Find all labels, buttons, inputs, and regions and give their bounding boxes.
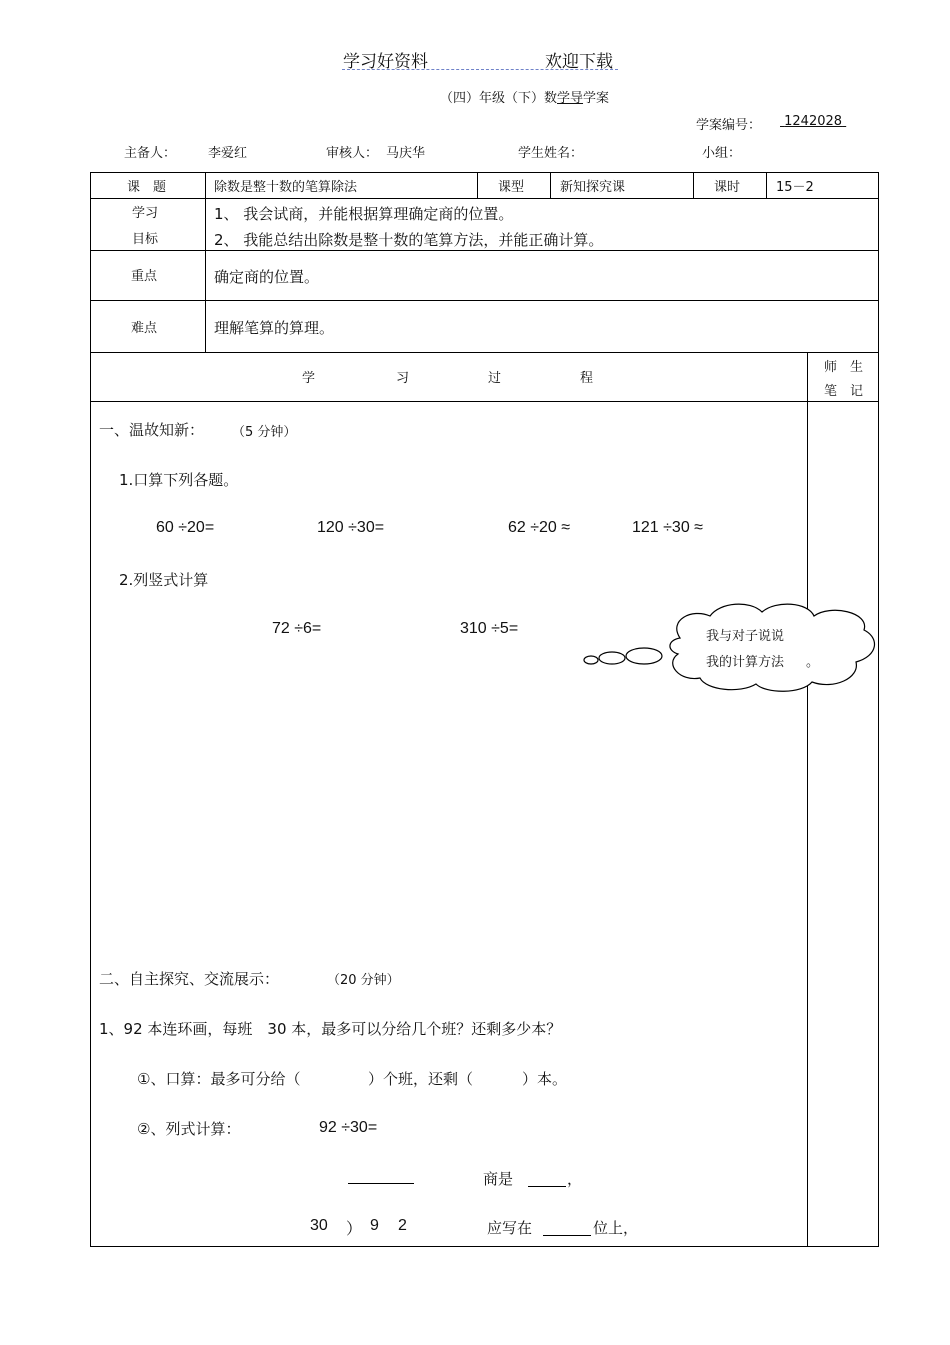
student-name-label: 学生姓名：: [518, 146, 584, 161]
vertical-expr-2: 310 ÷5=: [460, 620, 519, 637]
goal-item-1: 1、 我会试商，并能根据算理确定商的位置。: [214, 205, 514, 223]
notes-label-line2: 笔 记: [824, 384, 864, 399]
mental-expr-3: 62 ÷20 ≈: [508, 519, 571, 536]
dividend-digit-2: 2: [398, 1217, 407, 1234]
table-line: [693, 172, 694, 199]
cloud-bubble-large: [626, 648, 662, 664]
type-label: 课型: [498, 180, 525, 195]
header-left-text: 学习好资料: [343, 52, 428, 72]
difficulty-value: 理解笔算的算理。: [214, 319, 335, 337]
problem-text: 1、92 本连环画，每班 30 本，最多可以分给几个班？还剩多少本？: [99, 1020, 562, 1038]
notes-label-line1: 师 生: [824, 360, 864, 375]
table-line: [90, 198, 879, 199]
table-line: [205, 172, 206, 353]
place-label: 应写在: [487, 1219, 533, 1237]
table-line: [550, 172, 551, 199]
reviewer-name: 马庆华: [386, 146, 426, 161]
table-line: [90, 352, 879, 353]
code-value: [780, 114, 846, 129]
section2-time: （20 分钟）: [327, 973, 400, 988]
topic-label: 课 题: [127, 180, 167, 195]
table-border-right: [878, 172, 879, 1247]
key-label: 重点: [131, 269, 158, 284]
quotient-blank[interactable]: [528, 1168, 566, 1187]
table-line: [90, 401, 879, 402]
step2-expr: 92 ÷30=: [319, 1119, 378, 1136]
place-end: 位上，: [593, 1219, 639, 1237]
step1-part-c: ）本。: [522, 1070, 568, 1088]
section2-title: 二、自主探究、交流展示：: [99, 970, 280, 988]
q1-title: 1.口算下列各题。: [119, 471, 239, 489]
mental-expr-4: 121 ÷30 ≈: [632, 519, 703, 536]
cloud-text-period: 。: [806, 655, 820, 670]
process-char-1: 学: [302, 371, 316, 386]
division-bracket: ）: [346, 1221, 363, 1238]
topic-value: 除数是整十数的笔算除法: [214, 180, 358, 195]
table-border-left: [90, 172, 91, 1247]
step1-part-b: ）个班，还剩（: [368, 1070, 474, 1088]
subtitle: [440, 87, 609, 106]
quotient-end: ，: [567, 1170, 583, 1188]
cloud-bubble-small: [584, 656, 598, 664]
group-label: 小组：: [702, 146, 742, 161]
thought-cloud: [580, 598, 885, 696]
table-line: [90, 250, 879, 251]
subtitle-suffix: 学案: [583, 91, 610, 106]
table-line: [90, 300, 879, 301]
code-value-text: 1242028: [784, 114, 843, 129]
period-value: 15－2: [776, 180, 814, 195]
q2-title: 2.列竖式计算: [119, 571, 209, 589]
table-border-top: [90, 172, 879, 173]
section1-title: 一、温故知新：: [99, 421, 205, 439]
vertical-expr-1: 72 ÷6=: [272, 620, 322, 637]
table-line: [766, 172, 767, 199]
table-border-bottom: [90, 1246, 879, 1247]
step1-part-a: ①、口算：最多可分给（: [137, 1070, 301, 1088]
divisor: 30: [310, 1217, 328, 1234]
process-char-2: 习: [396, 371, 410, 386]
type-value: 新知探究课: [560, 180, 626, 195]
goal-label-line2: 目标: [132, 232, 159, 247]
preparer-name: 李爱红: [208, 146, 248, 161]
notes-column-line: [807, 352, 808, 1247]
process-char-4: 程: [580, 371, 594, 386]
preparer-label: 主备人：: [124, 146, 177, 161]
subtitle-mid: 学导: [557, 91, 584, 106]
cloud-bubble-medium: [599, 652, 625, 664]
cloud-text-line2: 我的计算方法: [706, 655, 785, 670]
header-right-text: 欢迎下载: [545, 52, 613, 72]
reviewer-label: 审核人：: [326, 146, 379, 161]
mental-expr-1: 60 ÷20=: [156, 519, 215, 536]
header-dashed-line: [342, 69, 618, 70]
section1-time: （5 分钟）: [232, 425, 297, 440]
subtitle-prefix: （四）年级（下）数: [440, 91, 558, 106]
step2-label: ②、列式计算：: [137, 1120, 241, 1138]
goal-label-line1: 学习: [132, 206, 159, 221]
key-value: 确定商的位置。: [214, 268, 320, 286]
dividend-digit-1: 9: [370, 1217, 379, 1234]
code-label: 学案编号：: [696, 118, 762, 133]
process-char-3: 过: [488, 371, 502, 386]
table-line: [477, 172, 478, 199]
place-blank[interactable]: [543, 1217, 591, 1236]
cloud-body: [670, 604, 875, 691]
cloud-text-line1: 我与对子说说: [706, 629, 785, 644]
mental-expr-2: 120 ÷30=: [317, 519, 385, 536]
division-quotient-line: [348, 1183, 414, 1184]
quotient-label: 商是: [483, 1170, 514, 1188]
period-label: 课时: [714, 180, 741, 195]
difficulty-label: 难点: [131, 321, 158, 336]
goal-item-2: 2、 我能总结出除数是整十数的笔算方法，并能正确计算。: [214, 231, 604, 249]
